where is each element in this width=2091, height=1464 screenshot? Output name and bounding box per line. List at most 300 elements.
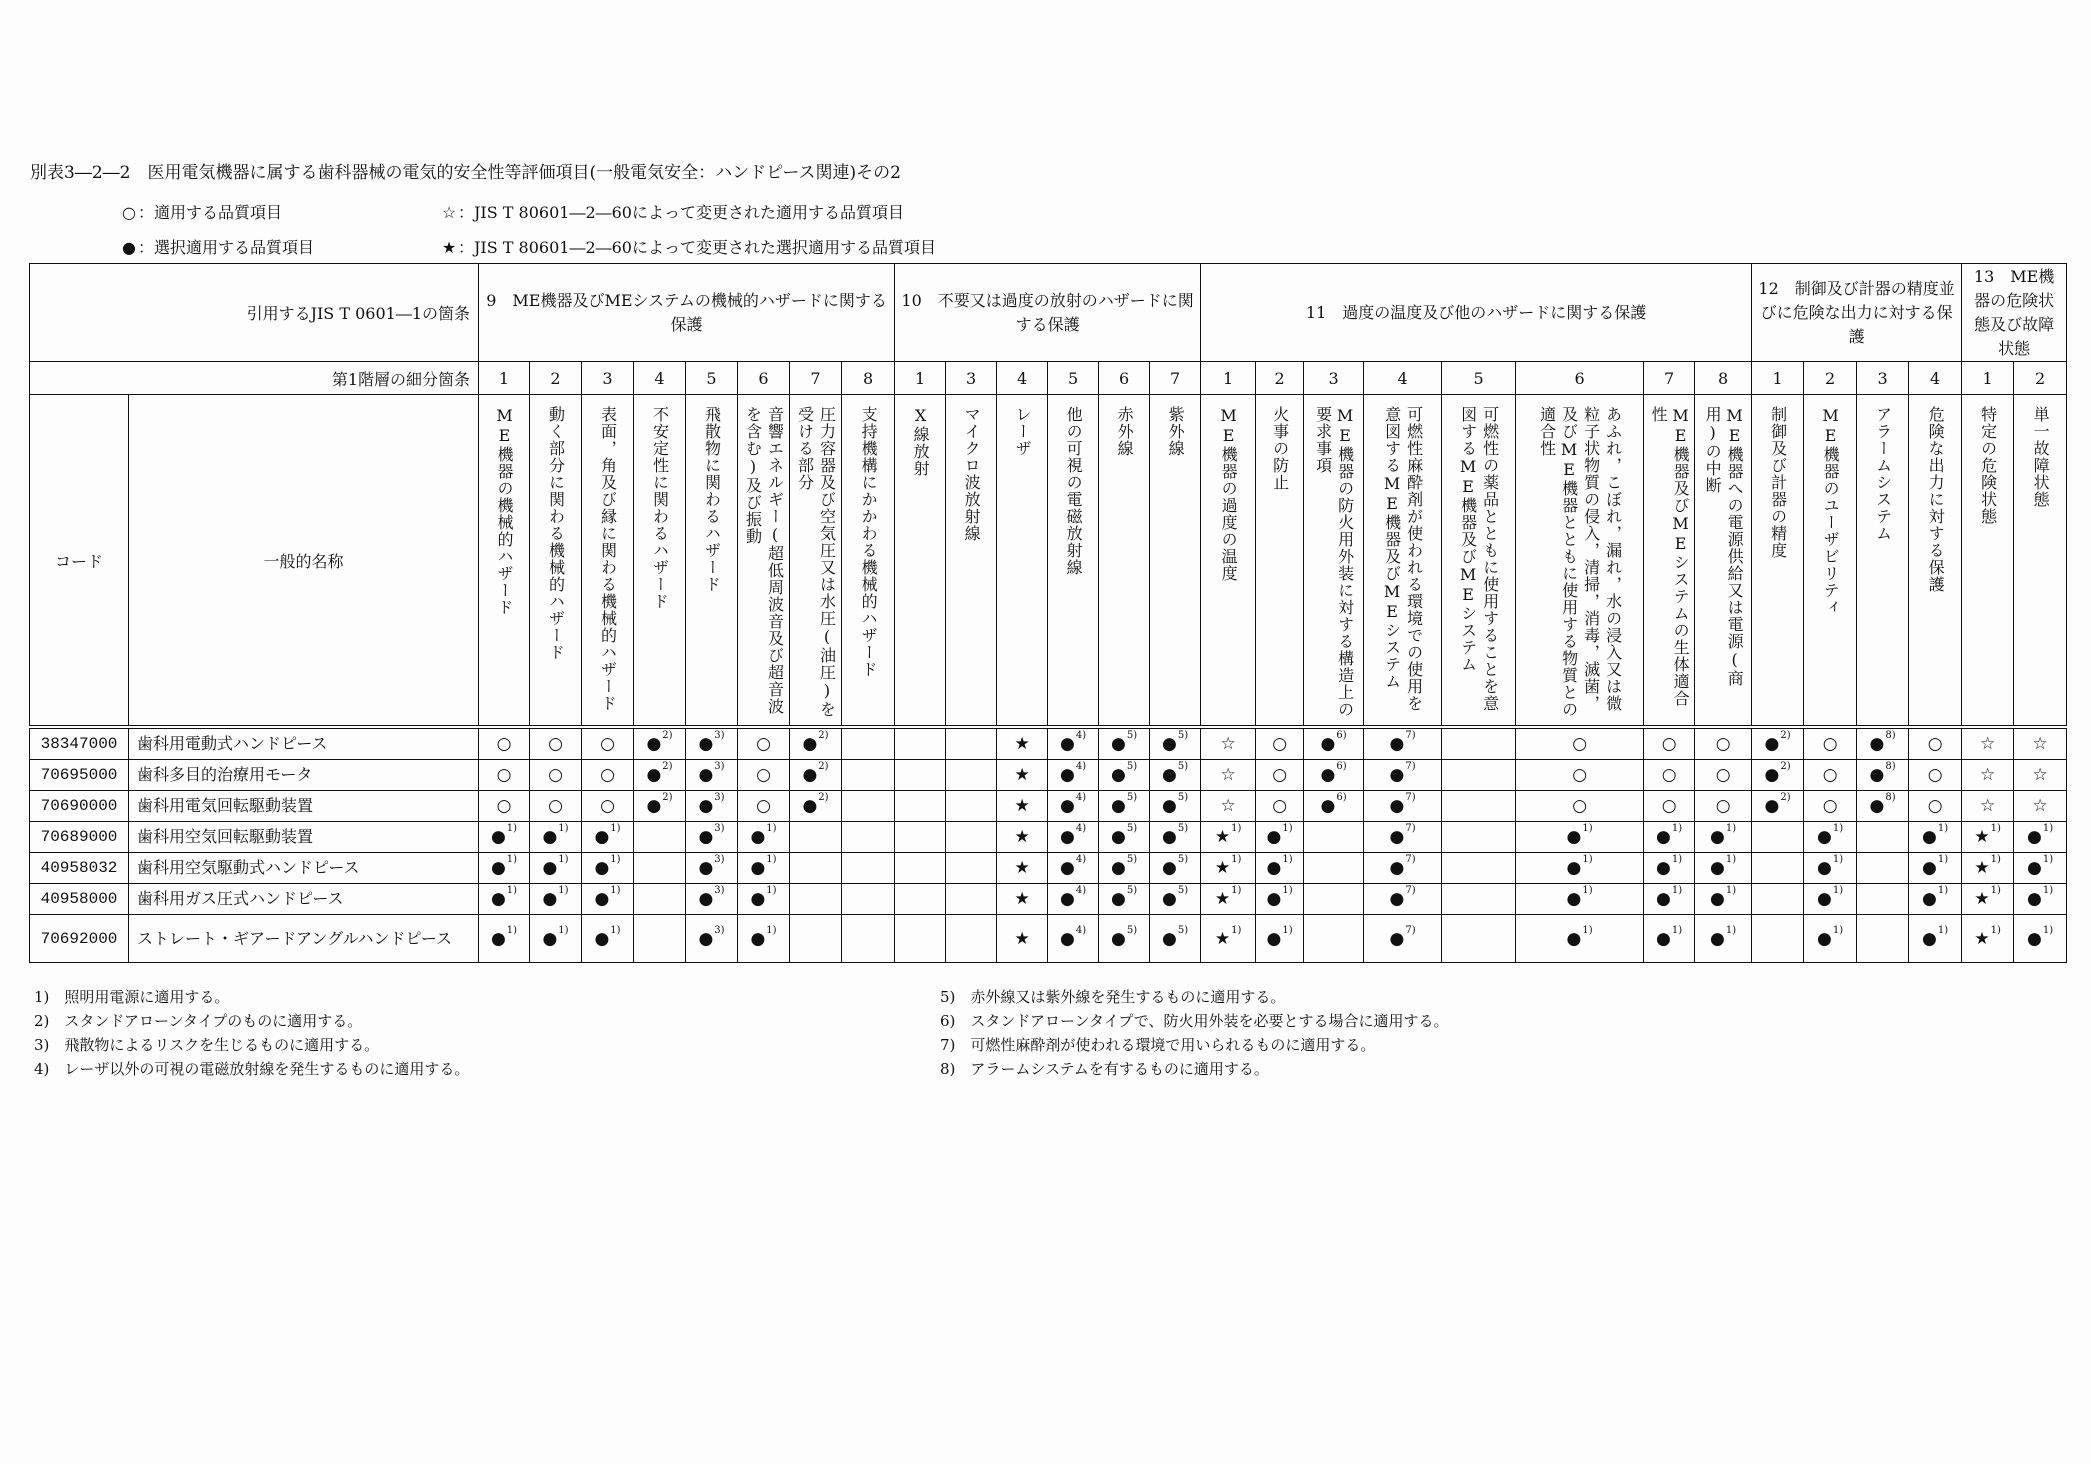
mark-cell [1256, 915, 1304, 963]
column-label-cell [738, 395, 790, 728]
section-header [1201, 264, 1752, 362]
filled-circle-icon: ●$^{1)}$ [1710, 885, 1737, 909]
code-cell: 70692000 [30, 915, 129, 963]
filled-circle-icon: ●$^{7)}$ [1389, 730, 1416, 754]
footnote-ref: 3) [714, 792, 725, 804]
footnote-ref: 5) [1177, 792, 1189, 804]
filled-circle-icon: ●$^{1)}$ [1566, 823, 1593, 847]
mark-cell [895, 853, 946, 884]
footnote-ref: 3) [714, 730, 725, 742]
open-circle-icon: ○ [1272, 734, 1288, 754]
mark-cell [1048, 884, 1099, 915]
footnote-ref: 8) [1885, 792, 1896, 804]
open-circle-icon: ○ [1661, 734, 1677, 754]
filled-circle-icon: ●$^{5)}$ [1162, 924, 1189, 949]
filled-circle-icon: ●$^{1)}$ [1656, 854, 1683, 878]
column-label: 不安定性に関わるハザード [650, 405, 670, 610]
subclause-number: 5 [686, 362, 738, 395]
mark-cell [1909, 884, 1962, 915]
mark-cell [1909, 822, 1962, 853]
mark-cell [1857, 760, 1909, 791]
mark-cell [1304, 853, 1364, 884]
footnote-ref: 1) [1990, 885, 2001, 897]
mark-cell [842, 822, 895, 853]
mark-cell [1909, 915, 1962, 963]
name-cell: 歯科用ガス圧式ハンドピース [129, 884, 479, 915]
mark-cell [997, 822, 1048, 853]
footnote-ref: 1) [1832, 823, 1844, 835]
subclause-number: 1 [895, 362, 946, 395]
open-circle-icon: ○ [496, 796, 512, 816]
filled-circle-icon: ●$^{1)}$ [594, 854, 621, 878]
mark-cell [946, 884, 997, 915]
name-cell: 歯科用電動式ハンドピース [129, 727, 479, 760]
mark-cell [634, 760, 686, 791]
mark-cell [1804, 760, 1857, 791]
footnote-ref: 5) [1177, 885, 1189, 897]
column-label: 圧力容器及び空気圧又は水圧(油圧)を受ける部分 [795, 405, 837, 718]
footnote: 5) 赤外線又は紫外線を発生するものに適用する。 [940, 988, 1286, 1006]
footnote-ref: 2) [818, 792, 829, 804]
column-label-cell [1364, 395, 1442, 728]
mark-cell [1304, 791, 1364, 822]
footnote-ref: 7) [1405, 792, 1416, 804]
mark-cell [1644, 884, 1695, 915]
mark-cell [1150, 791, 1201, 822]
mark-cell [997, 791, 1048, 822]
footnote-ref: 1) [1725, 885, 1737, 897]
footnote-ref: 1) [558, 823, 569, 835]
filled-circle-icon: ●$^{5)}$ [1162, 885, 1189, 909]
column-label-cell [582, 395, 634, 728]
footnote-ref: 1) [558, 885, 569, 897]
column-label: 単一故障状態 [2031, 405, 2051, 508]
open-star-icon: ☆ [2032, 796, 2048, 816]
open-star-icon: ☆ [2032, 765, 2048, 785]
column-label-cell [1909, 395, 1962, 728]
filled-circle-icon: ●$^{4)}$ [1060, 885, 1087, 909]
mark-cell [1150, 727, 1201, 760]
mark-cell [1857, 915, 1909, 963]
filled-circle-icon: ●$^{5)}$ [1111, 823, 1138, 847]
filled-circle-icon: ●$^{1)}$ [594, 924, 621, 949]
mark-cell [1364, 853, 1442, 884]
mark-cell [1962, 915, 2014, 963]
open-star-icon: ☆ [1220, 734, 1236, 754]
filled-star-icon: ★$^{1)}$ [1974, 924, 2001, 949]
code-cell: 38347000 [30, 727, 129, 760]
mark-cell [2014, 791, 2067, 822]
column-label-cell [530, 395, 582, 728]
mark-cell [1442, 822, 1516, 853]
legend-optional [120, 235, 314, 258]
table-row [30, 884, 2067, 915]
filled-circle-icon: ●$^{3)}$ [698, 730, 725, 754]
open-circle-icon: ○ [1822, 796, 1838, 816]
column-label: X線放射 [911, 405, 931, 477]
footnote-ref: 5) [1126, 885, 1138, 897]
footnotes-right [940, 985, 1448, 1081]
footnotes-left [34, 985, 469, 1081]
mark-cell [738, 822, 790, 853]
code-cell: 40958032 [30, 853, 129, 884]
mark-cell [582, 760, 634, 791]
filled-circle-icon: ●$^{4)}$ [1060, 924, 1087, 949]
open-circle-icon: ○ [1572, 765, 1588, 785]
footnote-ref: 1) [1937, 854, 1949, 866]
column-label: 可燃性麻酔剤が使われる環境での使用を意図するME機器及びMEシステム [1382, 405, 1424, 712]
mark-cell [1364, 884, 1442, 915]
open-circle-icon: ○ [1927, 796, 1943, 816]
footnote-ref: 5) [1177, 730, 1189, 742]
mark-cell [1752, 760, 1804, 791]
footnote-ref: 1) [1231, 854, 1242, 866]
filled-circle-icon: ●$^{7)}$ [1389, 823, 1416, 847]
footnote-ref: 1) [1937, 924, 1949, 936]
filled-circle-icon: ●$^{1)}$ [1566, 885, 1593, 909]
legend-text: ：JIS T 80601―2―60によって変更された適用する品質項目 [458, 203, 904, 222]
footnote-ref: 3) [714, 924, 725, 936]
filled-circle-icon: ●$^{6)}$ [1320, 792, 1347, 816]
mark-cell [1442, 884, 1516, 915]
mark-cell [1962, 853, 2014, 884]
open-circle-icon: ○ [1927, 765, 1943, 785]
mark-cell [479, 822, 530, 853]
footnote-ref: 1) [766, 823, 777, 835]
filled-circle-icon: ●$^{1)}$ [1266, 924, 1293, 949]
mark-cell [1857, 791, 1909, 822]
footnote-ref: 7) [1405, 761, 1416, 773]
filled-circle-icon: ●$^{1)}$ [1656, 885, 1683, 909]
mark-cell [1857, 727, 1909, 760]
column-label-cell [1644, 395, 1695, 728]
filled-circle-icon: ●$^{1)}$ [1266, 823, 1293, 847]
filled-star-icon: ★$^{1)}$ [1214, 823, 1242, 847]
filled-circle-icon: ●$^{2)}$ [646, 730, 673, 754]
mark-cell [1804, 884, 1857, 915]
mark-cell [1695, 884, 1752, 915]
mark-cell [1695, 791, 1752, 822]
filled-star-icon: ★$^{1)}$ [1974, 885, 2001, 909]
footnote-ref: 6) [1336, 792, 1347, 804]
mark-cell [738, 884, 790, 915]
mark-cell [530, 822, 582, 853]
footnote-ref: 1) [1282, 823, 1293, 835]
mark-cell [582, 853, 634, 884]
mark-cell [1644, 791, 1695, 822]
column-label-cell [479, 395, 530, 728]
filled-circle-icon: ●$^{1)}$ [594, 885, 621, 909]
mark-cell [1099, 853, 1150, 884]
mark-cell [686, 853, 738, 884]
mark-cell [738, 760, 790, 791]
footnote-ref: 1) [506, 885, 518, 897]
filled-circle-icon: ●$^{7)}$ [1389, 792, 1416, 816]
footnote-ref: 1) [1832, 885, 1844, 897]
filled-circle-icon: ●$^{1)}$ [542, 924, 569, 949]
mark-cell [895, 915, 946, 963]
section-header [1962, 264, 2067, 362]
footnote-ref: 4) [1075, 823, 1087, 835]
mark-cell [790, 791, 842, 822]
open-circle-icon: ○ [600, 765, 615, 785]
footnote-ref: 5) [1126, 924, 1138, 936]
footnote-ref: 1) [1282, 854, 1293, 866]
mark-cell [1644, 853, 1695, 884]
document-title: 別表3―2―2 医用電気機器に属する歯科器械の電気的安全性等評価項目(一般電気安全：ハンドピース関連)その2 [30, 163, 901, 183]
mark-cell [1256, 884, 1304, 915]
column-label: ME機器のユーザビリティ [1821, 405, 1841, 616]
mark-cell [1099, 822, 1150, 853]
subclause-number: 4 [1364, 362, 1442, 395]
footnote-ref: 1) [1990, 854, 2001, 866]
legend-modified-applicable [440, 200, 904, 223]
footnote-ref: 1) [1582, 924, 1593, 936]
filled-circle-icon: ●$^{2)}$ [802, 761, 829, 785]
footnote-ref: 1) [1671, 885, 1683, 897]
mark-cell [790, 853, 842, 884]
mark-cell [582, 727, 634, 760]
footnote-ref: 1) [506, 924, 518, 936]
open-circle-icon: ○ [548, 765, 563, 785]
footnote-ref: 5) [1177, 854, 1189, 866]
footnote-ref: 1) [610, 885, 621, 897]
filled-star-icon: ★ [441, 238, 457, 257]
mark-cell [479, 791, 530, 822]
open-star-icon: ☆ [1220, 765, 1236, 785]
mark-cell [946, 915, 997, 963]
mark-cell [1304, 915, 1364, 963]
column-label: 特定の危険状態 [1978, 405, 1998, 525]
subclause-number: 1 [1201, 362, 1256, 395]
filled-circle-icon: ●$^{4)}$ [1060, 761, 1087, 785]
code-cell: 40958000 [30, 884, 129, 915]
footnote-ref: 1) [1832, 854, 1844, 866]
column-label: ME機器の防火用外装に対する構造上の要求事項 [1313, 405, 1355, 718]
footnote-ref: 1) [2042, 924, 2054, 936]
footnote-ref: 2) [1780, 761, 1791, 773]
mark-cell [1364, 760, 1442, 791]
name-cell: 歯科多目的治療用モータ [129, 760, 479, 791]
mark-cell [738, 727, 790, 760]
footnote-ref: 5) [1126, 761, 1138, 773]
open-circle-icon: ○ [1822, 765, 1838, 785]
footnote-ref: 4) [1075, 792, 1087, 804]
column-label: ME機器の機械的ハザード [495, 405, 515, 616]
filled-circle-icon: ●$^{5)}$ [1111, 854, 1138, 878]
mark-cell [1256, 791, 1304, 822]
filled-circle-icon: ●$^{1)}$ [1817, 854, 1844, 878]
mark-cell [1201, 791, 1256, 822]
mark-cell [1048, 760, 1099, 791]
open-circle-icon: ○ [1572, 734, 1588, 754]
mark-cell [530, 791, 582, 822]
footnote-ref: 8) [1885, 730, 1896, 742]
mark-cell [1516, 727, 1644, 760]
table-row [30, 822, 2067, 853]
footnote-ref: 1) [1725, 924, 1737, 936]
mark-cell [1364, 822, 1442, 853]
footnote-ref: 4) [1075, 854, 1087, 866]
column-label-cell [1048, 395, 1099, 728]
subclause-number: 2 [1804, 362, 1857, 395]
mark-cell [1804, 853, 1857, 884]
footnote-ref: 1) [506, 854, 518, 866]
footnote-ref: 6) [1336, 730, 1347, 742]
footnote-ref: 5) [1177, 823, 1189, 835]
footnote-ref: 7) [1405, 924, 1416, 936]
footnote-ref: 1) [1231, 924, 1242, 936]
mark-cell [1857, 884, 1909, 915]
filled-circle-icon: ●$^{1)}$ [490, 924, 518, 949]
mark-cell [1048, 791, 1099, 822]
subclause-number: 7 [1644, 362, 1695, 395]
mark-cell [1962, 884, 2014, 915]
filled-circle-icon: ●$^{3)}$ [698, 761, 725, 785]
mark-cell [1804, 727, 1857, 760]
mark-cell [1201, 822, 1256, 853]
footnote-ref: 1) [2042, 823, 2054, 835]
filled-star-icon: ★ [1014, 827, 1030, 847]
filled-star-icon: ★$^{1)}$ [1974, 854, 2001, 878]
footnote-ref: 2) [662, 761, 673, 773]
footnote-ref: 5) [1126, 730, 1138, 742]
column-label-cell [1304, 395, 1364, 728]
footnote-ref: 2) [1780, 792, 1791, 804]
open-circle-icon: ○ [1272, 765, 1288, 785]
ref-clause-label: 引用するJIS T 0601―1の箇条 [30, 264, 479, 362]
column-label-cell [1256, 395, 1304, 728]
filled-circle-icon: ●$^{2)}$ [1764, 792, 1791, 816]
footnote-ref: 1) [1725, 823, 1737, 835]
footnote-ref: 2) [662, 792, 673, 804]
filled-circle-icon: ●$^{6)}$ [1320, 761, 1347, 785]
legend-text: ：選択適用する品質項目 [138, 238, 315, 257]
filled-circle-icon: ●$^{4)}$ [1060, 730, 1087, 754]
filled-circle-icon: ●$^{1)}$ [2027, 924, 2054, 949]
mark-cell [1695, 822, 1752, 853]
filled-circle-icon: ●$^{4)}$ [1060, 823, 1087, 847]
mark-cell [1256, 760, 1304, 791]
mark-cell [1442, 727, 1516, 760]
mark-cell [738, 915, 790, 963]
filled-circle-icon: ●$^{8)}$ [1869, 761, 1896, 785]
open-star-icon: ☆ [1979, 765, 1996, 785]
subclause-number: 1 [479, 362, 530, 395]
footnote-ref: 1) [1582, 885, 1593, 897]
mark-cell [1695, 727, 1752, 760]
mark-cell [479, 727, 530, 760]
footnote-ref: 1) [610, 823, 621, 835]
mark-cell [2014, 760, 2067, 791]
column-label: ME機器の過度の温度 [1219, 405, 1239, 582]
filled-circle-icon: ●$^{3)}$ [698, 792, 725, 816]
column-label-cell [1150, 395, 1201, 728]
column-label: 支持機構にかかわる機械的ハザード [859, 405, 879, 678]
subclause-number: 6 [1099, 362, 1150, 395]
filled-circle-icon: ●$^{7)}$ [1389, 885, 1416, 909]
mark-cell [1909, 791, 1962, 822]
subclause-number: 1 [1752, 362, 1804, 395]
subclause-number: 4 [997, 362, 1048, 395]
mark-cell [1099, 727, 1150, 760]
mark-cell [1804, 791, 1857, 822]
mark-cell [997, 760, 1048, 791]
filled-circle-icon: ●$^{1)}$ [750, 924, 777, 949]
section-title: 9 ME機器及びMEシステムの機械的ハザードに関する保護 [486, 290, 887, 334]
mark-cell [1962, 791, 2014, 822]
mark-cell [686, 760, 738, 791]
column-label-cell [1752, 395, 1804, 728]
subclause-number: 2 [530, 362, 582, 395]
footnote-ref: 7) [1405, 885, 1416, 897]
name-cell: 歯科用空気駆動式ハンドピース [129, 853, 479, 884]
footnote-ref: 5) [1177, 761, 1189, 773]
section-header [895, 264, 1201, 362]
column-label-cell [1201, 395, 1256, 728]
column-label: 可燃性の薬品とともに使用することを意図するME機器及びMEシステム [1458, 405, 1500, 712]
filled-circle-icon: ●$^{1)}$ [750, 854, 777, 878]
column-label: 赤外線 [1115, 405, 1135, 457]
mark-cell [530, 915, 582, 963]
mark-cell [946, 791, 997, 822]
footnote-ref: 8) [1885, 761, 1896, 773]
mark-cell [1442, 853, 1516, 884]
mark-cell [1364, 791, 1442, 822]
mark-cell [1752, 822, 1804, 853]
mark-cell [1644, 760, 1695, 791]
mark-cell [1201, 915, 1256, 963]
column-label-cell [1857, 395, 1909, 728]
code-header: コード [30, 395, 129, 728]
subclause-label: 第1階層の細分箇条 [30, 362, 479, 395]
subclause-number: 1 [1962, 362, 2014, 395]
footnote-ref: 1) [558, 854, 569, 866]
column-label: レーザ [1013, 405, 1033, 457]
subclause-number: 3 [1304, 362, 1364, 395]
mark-cell [895, 760, 946, 791]
mark-cell [1962, 727, 2014, 760]
footnote-ref: 3) [714, 761, 725, 773]
mark-cell [842, 760, 895, 791]
column-label-cell [997, 395, 1048, 728]
open-circle-icon: ○ [756, 734, 771, 754]
filled-circle-icon: ●$^{2)}$ [802, 730, 829, 754]
mark-cell [1857, 822, 1909, 853]
mark-cell [1695, 760, 1752, 791]
table-row [30, 915, 2067, 963]
filled-circle-icon: ●$^{5)}$ [1162, 730, 1189, 754]
mark-cell [1304, 884, 1364, 915]
footnote-ref: 1) [1231, 885, 1242, 897]
footnote-ref: 2) [1780, 730, 1791, 742]
filled-star-icon: ★$^{1)}$ [1214, 854, 1242, 878]
filled-circle-icon: ●$^{1)}$ [490, 823, 518, 847]
filled-circle-icon: ●$^{4)}$ [1060, 792, 1087, 816]
mark-cell [1201, 760, 1256, 791]
subclause-number: 3 [1857, 362, 1909, 395]
mark-cell [790, 884, 842, 915]
mark-cell [634, 853, 686, 884]
column-label: あふれ，こぼれ，漏れ，水の浸入又は微粒子状物質の侵入，清掃，消毒，滅菌，及びME機器とともに使用する物質との適合性 [1537, 405, 1623, 718]
mark-cell [1909, 727, 1962, 760]
mark-cell [530, 884, 582, 915]
mark-cell [582, 822, 634, 853]
name-cell: 歯科用電気回転駆動装置 [129, 791, 479, 822]
footnote-ref: 1) [1937, 823, 1949, 835]
mark-cell [634, 884, 686, 915]
column-label-cell [1516, 395, 1644, 728]
